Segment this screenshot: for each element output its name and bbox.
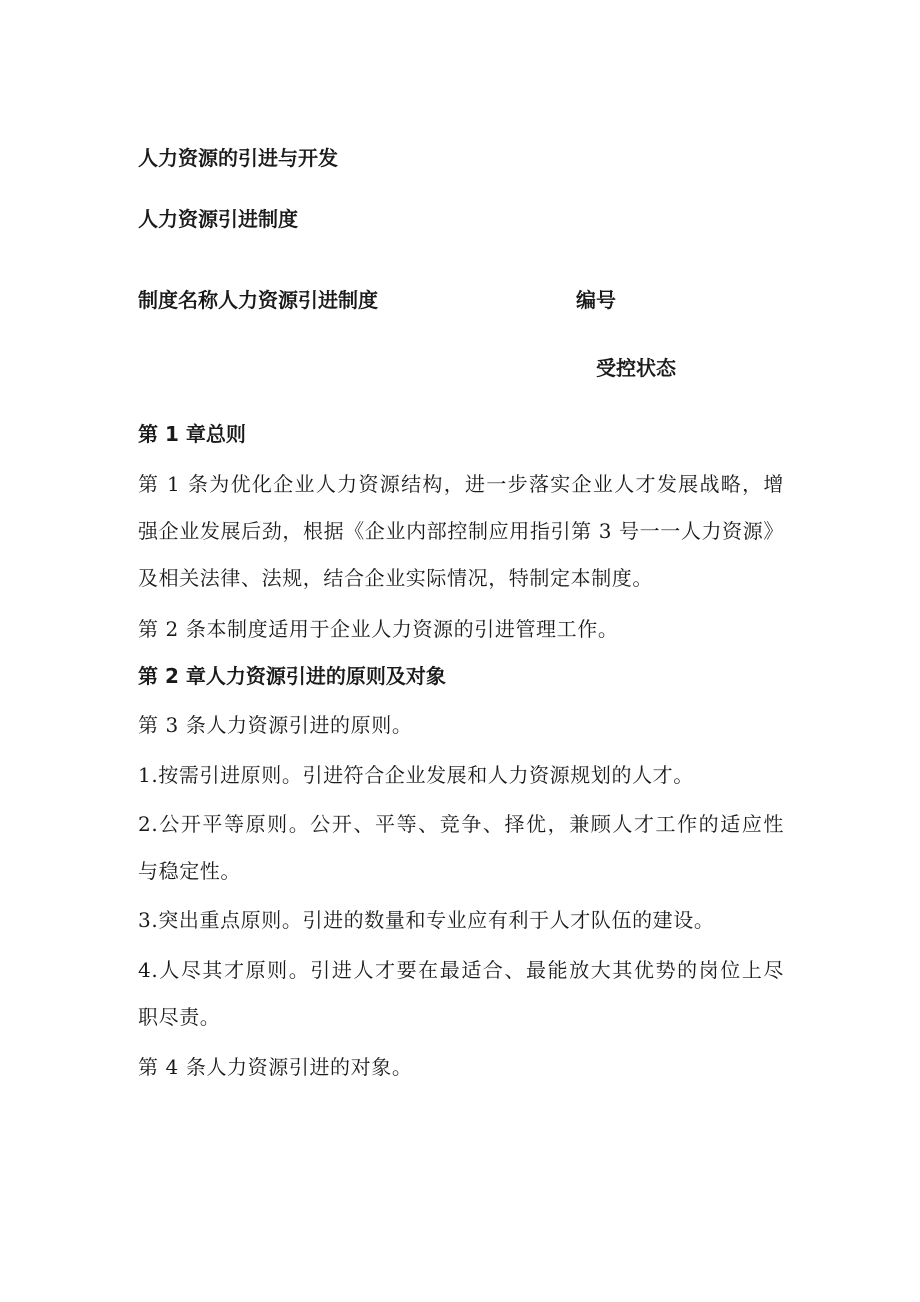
article-1-line-1: 第 1 条为优化企业人力资源结构，进一步落实企业人才发展战略，增 — [138, 472, 784, 496]
chapter-2-heading: 第 2 章人力资源引进的原则及对象 — [138, 664, 446, 688]
chapter-1-heading: 第 1 章总则 — [138, 422, 246, 446]
principle-2-line-1: 2.公开平等原则。公开、平等、竞争、择优，兼顾人才工作的适应性 — [138, 812, 784, 836]
article-4: 第 4 条人力资源引进的对象。 — [138, 1055, 413, 1079]
principle-2-line-2: 与稳定性。 — [138, 859, 241, 883]
document-title: 人力资源的引进与开发 — [138, 146, 338, 170]
regulation-number-label: 编号 — [576, 288, 616, 312]
document-subtitle: 人力资源引进制度 — [138, 207, 298, 231]
article-1-line-3: 及相关法律、法规，结合企业实际情况，特制定本制度。 — [138, 566, 653, 590]
principle-1: 1.按需引进原则。引进符合企业发展和人力资源规划的人才。 — [138, 763, 694, 787]
principle-4-line-1: 4.人尽其才原则。引进人才要在最适合、最能放大其优势的岗位上尽 — [138, 958, 784, 982]
principle-4-line-2: 职尽责。 — [138, 1005, 221, 1029]
principle-3: 3.突出重点原则。引进的数量和专业应有利于人才队伍的建设。 — [138, 908, 715, 932]
article-3: 第 3 条人力资源引进的原则。 — [138, 713, 413, 737]
control-status-label: 受控状态 — [596, 356, 676, 380]
article-1-line-2: 强企业发展后劲，根据《企业内部控制应用指引第 3 号一一人力资源》 — [138, 519, 784, 543]
article-2: 第 2 条本制度适用于企业人力资源的引进管理工作。 — [138, 617, 619, 641]
regulation-name-label: 制度名称人力资源引进制度 — [138, 288, 378, 312]
